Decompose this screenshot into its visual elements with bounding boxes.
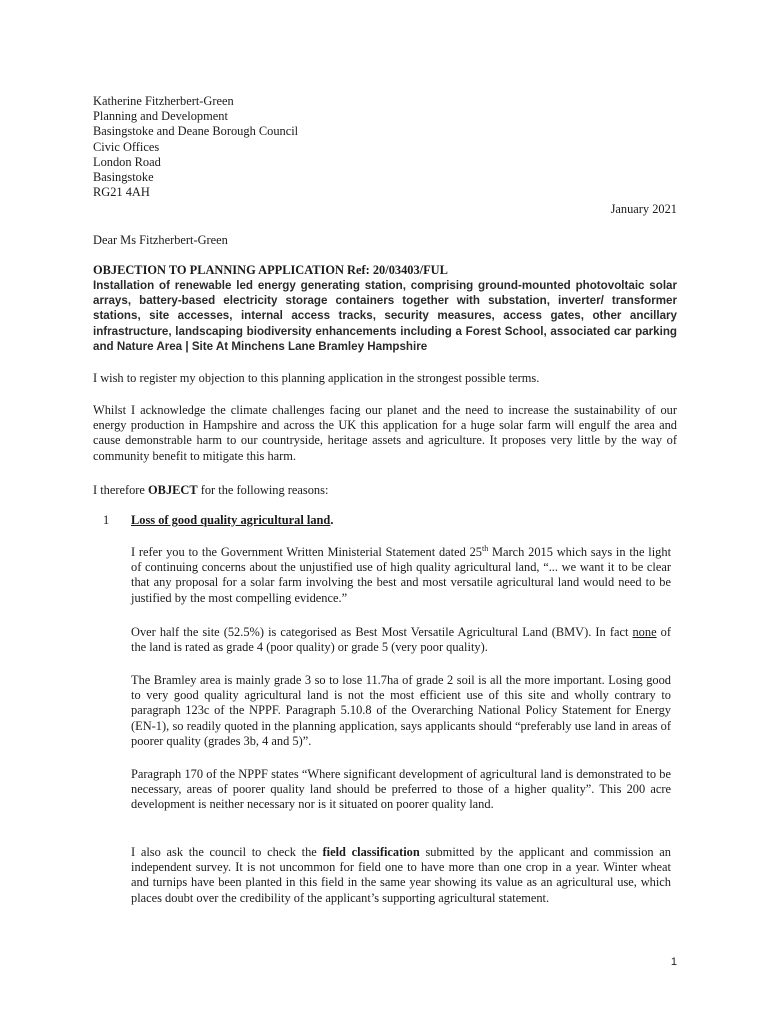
paragraph-reasons-intro [93,483,677,498]
item-title-text: Loss of good quality agricultural land [131,513,331,527]
item-number: 1 [103,513,110,527]
letter-date: January 2021 [610,202,677,216]
recipient-department: Planning and Development [93,109,228,124]
bmv-before: Over half the site (52.5%) is categorised as Best Most Versatile Agricultural Land (BMV). In fact [131,625,633,639]
bmv-none: none [632,625,657,639]
ministerial-after: March 2015 which says in the light of continuing concerns about the unjustified use of high quality agricultural land, “... we want it to be clear that any proposal for a solar farm involving the best and most versatile agricultural land would need to be justified by the most compelling evidence.” [131,545,672,605]
paragraph-bramley-grade: The Bramley area is mainly grade 3 so to lose 11.7ha of grade 2 soil is all the more important. Losing good to very good quality agricultural land is not the most efficient use of this site and wholly contrary to paragraph 123c of the NPPF. Paragraph 5.10.8 of the Overarching National Policy Statement for Energy (EN-1), so readily quoted in the planning application, says applicants should “preferably use land in areas of poorer quality (grades 3b, 4 and 5)”. [131,673,671,748]
field-before: I also ask the council to check the [131,845,323,859]
recipient-town: Basingstoke [93,170,154,185]
recipient-office: Civic Offices [93,139,160,154]
field-classification: field classification [322,845,420,859]
reasons-intro-before: I therefore [93,483,149,497]
paragraph-climate: Whilst I acknowledge the climate challenges facing our planet and the need to increase the sustainability of our energy production in Hampshire and across the UK this application for a huge solar farm will engulf the area and cause demonstrable harm to our countryside, heritage assets and agriculture. It proposes very little by the way of community benefit to mitigate this harm. [93,403,677,463]
field-after: submitted by the applicant and commission an independent survey. It is not uncommon for field one to have more than one crop in a year. Winter wheat and turnips have been planted in this field in the same year showing its value as an agricultural use, which places doubt over the credibility of the applicant’s supporting agricultural statement. [131,845,671,905]
reasons-intro-object: OBJECT [148,483,198,497]
objection-heading [93,263,677,278]
page-number: 1 [670,956,677,968]
objection-label: OBJECTION TO PLANNING APPLICATION Ref: [93,263,373,277]
recipient-postcode: RG21 4AH [93,185,150,200]
reasons-intro-after: for the following reasons: [197,483,329,497]
recipient-council: Basingstoke and Deane Borough Council [93,124,299,139]
application-description: Installation of renewable led energy generating station, comprising ground-mounted photovoltaic solar arrays, battery-based electricity storage containers together with substation, inverter/ transformer stations, site accesses, internal access tracks, security measures, access gates, other ancillary infrastructure, landscaping biodiversity enhancements including a Forest School, associated car parking and Nature Area | Site At Minchens Lane Bramley Hampshire [93,279,677,353]
paragraph-bmv [131,625,671,655]
bmv-after: of the land is rated as grade 4 (poor quality) or grade 5 (very poor quality). [131,625,671,655]
paragraph-nppf-170: Paragraph 170 of the NPPF states “Where significant development of agricultural land is demonstrated to be necessary, areas of poorer quality land should be preferred to those of a higher quality”. This 200 acre development is neither necessary nor is it situated on poorer quality land. [131,767,671,812]
ministerial-sup: th [482,543,489,553]
item-title-period: . [330,513,334,527]
recipient-name: Katherine Fitzherbert-Green [93,94,234,108]
objection-ref: 20/03403/FUL [372,263,448,277]
ministerial-before: I refer you to the Government Written Ministerial Statement dated 25 [131,545,482,559]
item-title [131,513,333,528]
recipient-address [93,94,298,200]
paragraph-field-classification [131,845,671,906]
paragraph-register-objection: I wish to register my objection to this planning application in the strongest possible terms. [93,371,540,385]
salutation: Dear Ms Fitzherbert-Green [93,233,228,247]
paragraph-ministerial-statement [131,545,671,606]
recipient-road: London Road [93,154,161,169]
